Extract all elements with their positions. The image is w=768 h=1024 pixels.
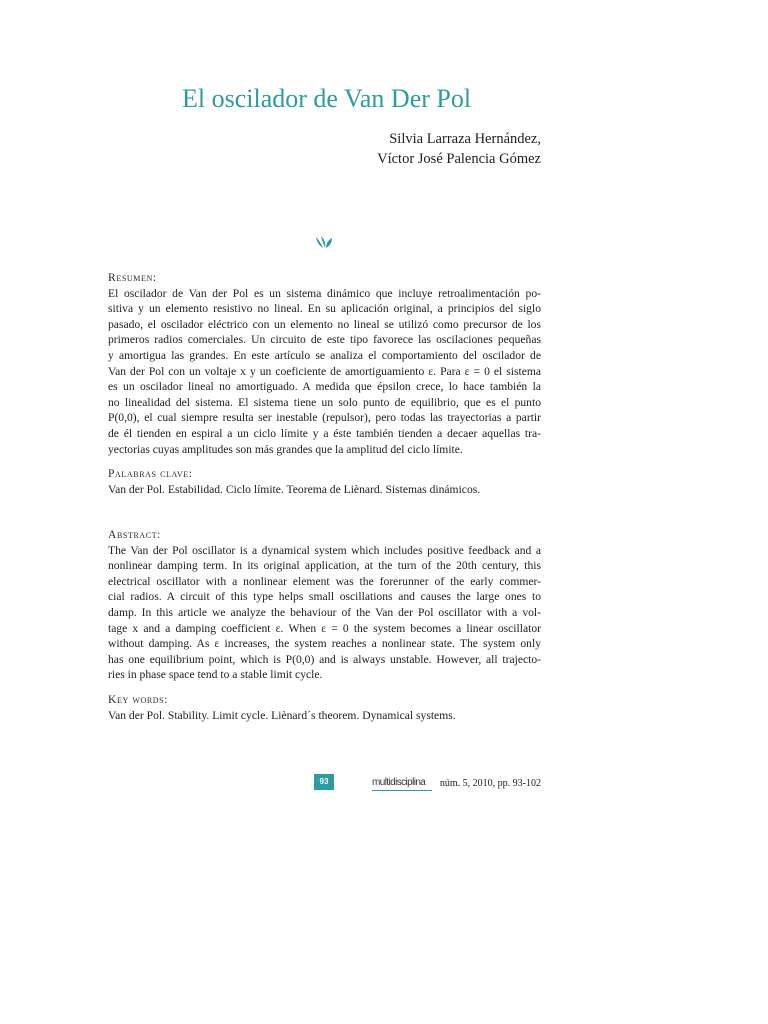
text-line: cial radios. A circuit of this type helps small oscillations and causes the large ones to — [108, 590, 541, 604]
palabras-clave-body — [108, 482, 541, 498]
page-footer — [0, 774, 768, 794]
keywords-text: Van der Pol. Stability. Limit cycle. Liènard´s theorem. Dynamical systems. — [108, 708, 456, 722]
text-line: has one equilibrium point, which is P(0,0) and is always unstable. However, all trajecto- — [108, 652, 541, 666]
text-line: tage x and a damping coefficient ε. When ε = 0 the system becomes a linear oscillator — [108, 621, 541, 635]
author-name: Silvia Larraza Hernández, — [389, 131, 541, 147]
keywords-text: Van der Pol. Estabilidad. Ciclo límite. Teorema de Liènard. Sistemas dinámicos. — [108, 482, 481, 496]
key-words-body — [108, 708, 541, 724]
text-line: sitiva y un elemento resistivo no lineal. En su aplicación original, a principios del siglo — [108, 302, 541, 316]
text-line: damp. In this article we analyze the behaviour of the Van der Pol oscillator with a vol- — [108, 605, 541, 619]
section-heading: Abstract: — [108, 528, 162, 541]
text-line: The Van der Pol oscillator is a dynamical system which includes positive feedback and a — [108, 543, 541, 557]
resumen-section — [108, 270, 541, 457]
abstract-body — [108, 543, 541, 683]
text-line: primeros radios comerciales. Un circuito de este tipo favorece las oscilaciones pequeñas — [108, 333, 541, 347]
text-line: de él tienden en espiral a un ciclo límite y a éste también tienden a decaer aquellas tra- — [108, 426, 541, 440]
author-name: Víctor José Palencia Gómez — [377, 151, 541, 167]
key-words-section — [108, 692, 541, 723]
abstract-section — [108, 527, 541, 683]
section-heading: Palabras clave: — [108, 467, 193, 480]
citation: núm. 5, 2010, pp. 93-102 — [439, 778, 541, 789]
text-line: El oscilador de Van der Pol es un sistema dinámico que incluye retroalimentación po- — [108, 286, 541, 300]
section-heading: Resumen: — [108, 271, 157, 284]
palabras-clave-section — [108, 466, 541, 497]
text-line: y amortigua las grandes. En este artículo se analiza el comportamiento del oscilador de — [108, 348, 541, 362]
text-line: electrical oscillator with a nonlinear element was the forerunner of the early commer- — [108, 574, 541, 588]
text-line: Van der Pol con un voltaje x y un coeficiente de amortiguamiento ε. Para ε = 0 el sistema — [108, 364, 541, 378]
journal-logo-underline — [372, 790, 432, 791]
text-line: nonlinear damping term. In its original application, at the turn of the 20th century, this — [108, 559, 541, 573]
page-number: 93 — [314, 774, 334, 790]
text-line: ries in phase space tend to a stable limit cycle. — [108, 668, 323, 682]
resumen-body — [108, 286, 541, 458]
text-line: yectorias cuyas amplitudes son más grandes que la amplitud del ciclo límite. — [108, 442, 463, 456]
text-line: P(0,0), el cual siempre resulta ser inestable (repulsor), pero todas las trayectorias a partir — [108, 411, 541, 425]
text-line: es un oscilador lineal no amortiguado. A medida que épsilon crece, lo hace también la — [108, 380, 541, 394]
text-line: pasado, el oscilador eléctrico con un elemento no lineal se utilizó como precursor de los — [108, 317, 541, 331]
journal-logo: multidisciplina — [372, 777, 426, 788]
text-line: without damping. As ε increases, the system reaches a nonlinear state. The system only — [108, 637, 541, 651]
leaf-ornament-icon — [314, 234, 334, 250]
author-list — [300, 129, 541, 169]
section-heading: Key words: — [108, 693, 169, 706]
text-line: no linealidad del sistema. El sistema tiene un solo punto de equilibrio, que es el punto — [108, 395, 541, 409]
paper-title: El oscilador de Van Der Pol — [182, 84, 472, 113]
